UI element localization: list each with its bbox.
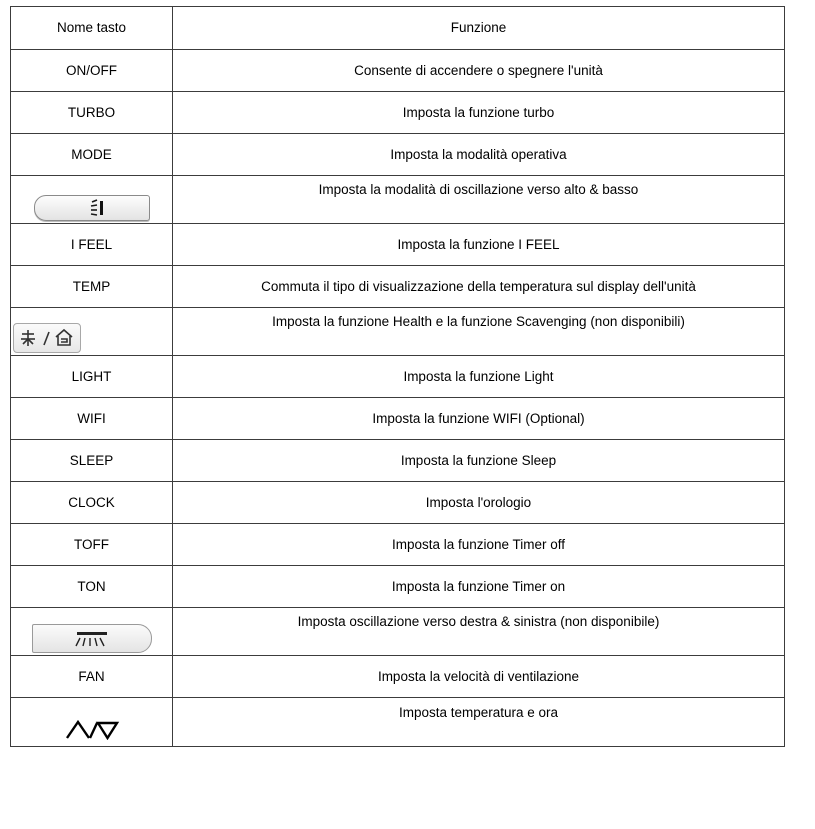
key-name-cell: WIFI: [11, 398, 173, 440]
key-function-table-wrapper: [10, 6, 784, 747]
table-row: [11, 398, 785, 440]
table-row: [11, 440, 785, 482]
swing-up-down-icon: [34, 195, 150, 221]
key-name-cell: SLEEP: [11, 440, 173, 482]
swing-left-right-glyph: [33, 625, 151, 652]
function-cell: Imposta la modalità di oscillazione verso alto & basso: [173, 176, 785, 224]
function-cell: Consente di accendere o spegnere l'unità: [173, 50, 785, 92]
key-icon-cell: [11, 698, 173, 747]
function-cell: Imposta la funzione turbo: [173, 92, 785, 134]
function-cell: Imposta la funzione WIFI (Optional): [173, 398, 785, 440]
key-name-cell: MODE: [11, 134, 173, 176]
function-cell: Imposta la funzione Light: [173, 356, 785, 398]
function-cell: Commuta il tipo di visualizzazione della temperatura sul display dell'unità: [173, 266, 785, 308]
table-row: [11, 224, 785, 266]
table-row: [11, 482, 785, 524]
function-cell: Imposta la funzione I FEEL: [173, 224, 785, 266]
key-name-cell: I FEEL: [11, 224, 173, 266]
key-function-table: [10, 6, 785, 747]
table-row: [11, 92, 785, 134]
table-row: [11, 356, 785, 398]
key-name-cell: TOFF: [11, 524, 173, 566]
function-cell: Imposta la funzione Health e la funzione Scavenging (non disponibili): [173, 308, 785, 356]
function-cell: Imposta oscillazione verso destra & sinistra (non disponibile): [173, 608, 785, 656]
key-name-cell: CLOCK: [11, 482, 173, 524]
table-row: [11, 524, 785, 566]
table-row: [11, 566, 785, 608]
function-cell: Imposta temperatura e ora: [173, 698, 785, 747]
header-function: Funzione: [173, 7, 785, 50]
up-down-arrows-glyph: [59, 714, 125, 740]
health-scavenging-glyph: [14, 324, 80, 352]
function-cell: Imposta la velocità di ventilazione: [173, 656, 785, 698]
key-name-cell: TURBO: [11, 92, 173, 134]
table-row: [11, 698, 785, 747]
table-row: [11, 266, 785, 308]
swing-left-right-icon: [32, 624, 152, 653]
health-scavenging-icon: [13, 323, 81, 353]
key-name-cell: TEMP: [11, 266, 173, 308]
table-row: [11, 608, 785, 656]
key-name-cell: LIGHT: [11, 356, 173, 398]
swing-up-down-glyph: [35, 196, 149, 220]
up-down-arrows-icon: [59, 714, 125, 740]
key-name-cell: TON: [11, 566, 173, 608]
table-row: [11, 50, 785, 92]
table-row: [11, 134, 785, 176]
key-icon-cell: [11, 608, 173, 656]
key-name-cell: ON/OFF: [11, 50, 173, 92]
function-cell: Imposta la funzione Timer on: [173, 566, 785, 608]
function-cell: Imposta la funzione Timer off: [173, 524, 785, 566]
key-name-cell: FAN: [11, 656, 173, 698]
table-header-row: [11, 7, 785, 50]
table-row: [11, 656, 785, 698]
function-cell: Imposta la funzione Sleep: [173, 440, 785, 482]
table-row: [11, 308, 785, 356]
key-icon-cell: [11, 308, 173, 356]
function-cell: Imposta la modalità operativa: [173, 134, 785, 176]
key-icon-cell: [11, 176, 173, 224]
function-cell: Imposta l'orologio: [173, 482, 785, 524]
header-key-name: Nome tasto: [11, 7, 173, 50]
table-row: [11, 176, 785, 224]
